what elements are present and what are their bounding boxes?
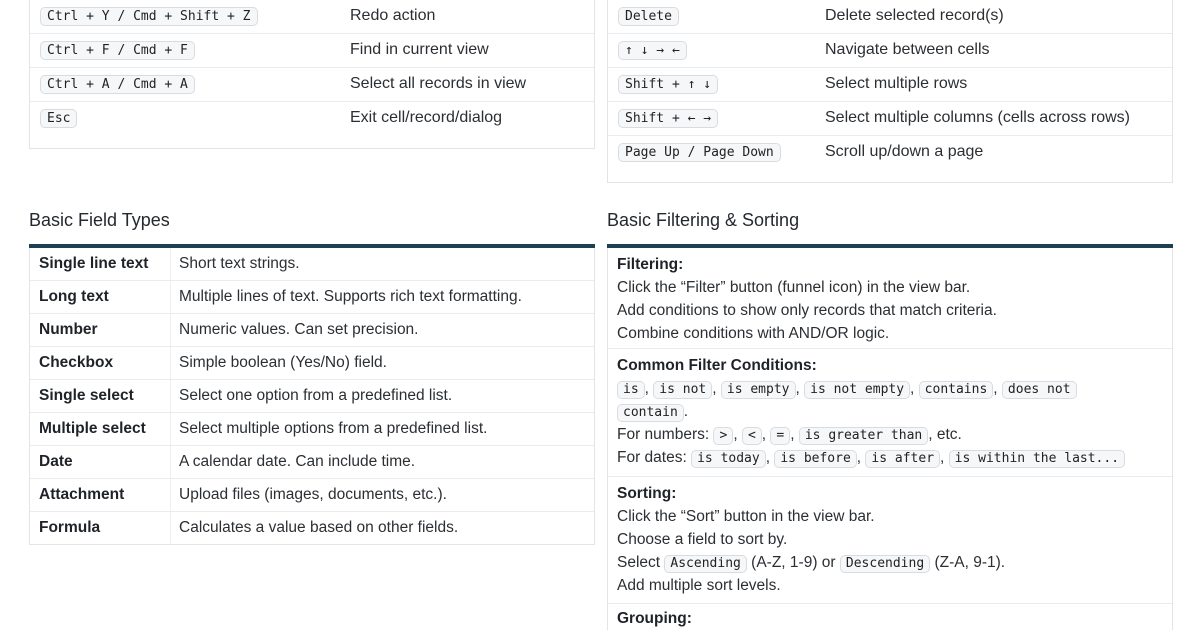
shortcut-key: Delete bbox=[618, 7, 679, 26]
condition-chip: is after bbox=[865, 450, 940, 468]
table-row bbox=[30, 413, 594, 446]
shortcut-description: Select multiple rows bbox=[825, 75, 968, 92]
shortcut-row bbox=[608, 102, 1172, 136]
shortcut-description: Delete selected record(s) bbox=[825, 7, 1004, 24]
shortcut-description: Exit cell/record/dialog bbox=[350, 109, 503, 126]
shortcut-row bbox=[30, 68, 594, 102]
field-type-name: Date bbox=[39, 453, 73, 470]
filtering-heading: Filtering: bbox=[617, 256, 684, 273]
table-row bbox=[30, 248, 594, 281]
sort-descending-chip: Descending bbox=[840, 555, 930, 573]
field-type-description: Simple boolean (Yes/No) field. bbox=[179, 354, 387, 371]
shortcut-row bbox=[30, 34, 594, 68]
field-type-name: Checkbox bbox=[39, 354, 114, 371]
filter-conditions-line: is , is not , is empty , is not empty , contains , does not bbox=[617, 377, 1164, 400]
field-type-description: Short text strings. bbox=[179, 255, 300, 272]
table-row bbox=[30, 512, 594, 545]
field-type-description: Calculates a value based on other fields. bbox=[179, 519, 459, 536]
sorting-line bbox=[617, 551, 1164, 574]
sorting-heading: Sorting: bbox=[617, 485, 677, 502]
shortcut-row bbox=[30, 102, 594, 136]
shortcuts-table-left bbox=[29, 0, 595, 149]
field-type-description: Upload files (images, documents, etc.). bbox=[179, 486, 447, 503]
condition-chip: is not empty bbox=[804, 381, 910, 399]
field-type-name: Multiple select bbox=[39, 420, 146, 437]
sort-ascending-chip: Ascending bbox=[664, 555, 746, 573]
field-type-description: Select one option from a predefined list. bbox=[179, 387, 453, 404]
grouping-section bbox=[617, 607, 1164, 630]
table-row bbox=[30, 380, 594, 413]
shortcut-key: Ctrl + Y / Cmd + Shift + Z bbox=[40, 7, 258, 26]
shortcut-key: Page Up / Page Down bbox=[618, 143, 781, 162]
condition-chip: is not bbox=[653, 381, 712, 399]
sorting-line: Click the “Sort” button in the view bar. bbox=[617, 508, 875, 525]
field-types-heading: Basic Field Types bbox=[29, 210, 170, 230]
grouping-heading: Grouping: bbox=[617, 610, 692, 627]
table-row bbox=[30, 446, 594, 479]
sort-ascending-range: (A-Z, 1-9) or bbox=[751, 554, 836, 571]
condition-chip: = bbox=[770, 427, 790, 445]
condition-chip: is today bbox=[691, 450, 766, 468]
shortcut-description: Redo action bbox=[350, 7, 436, 24]
table-row bbox=[30, 314, 594, 347]
shortcut-description: Navigate between cells bbox=[825, 41, 990, 58]
filtering-section bbox=[617, 253, 1164, 345]
field-types-table bbox=[29, 248, 595, 545]
shortcut-description: Select multiple columns (cells across rows) bbox=[825, 109, 1130, 126]
field-type-description: A calendar date. Can include time. bbox=[179, 453, 416, 470]
section-divider bbox=[608, 348, 1172, 349]
shortcut-row bbox=[608, 0, 1172, 34]
shortcut-description: Scroll up/down a page bbox=[825, 143, 984, 160]
shortcuts-table-right bbox=[607, 0, 1173, 183]
condition-chip: contain bbox=[617, 404, 684, 422]
field-type-name: Attachment bbox=[39, 486, 125, 503]
field-type-description: Numeric values. Can set precision. bbox=[179, 321, 419, 338]
condition-chip: < bbox=[742, 427, 762, 445]
field-type-name: Formula bbox=[39, 519, 101, 536]
table-row bbox=[30, 479, 594, 512]
condition-chip: is within the last... bbox=[949, 450, 1125, 468]
condition-chip: is bbox=[617, 381, 645, 399]
shortcut-key: Ctrl + A / Cmd + A bbox=[40, 75, 195, 94]
section-divider bbox=[608, 603, 1172, 604]
section-divider bbox=[608, 476, 1172, 477]
sort-select-text: Select bbox=[617, 554, 661, 571]
filter-conditions-line: contain . bbox=[617, 400, 1164, 423]
sorting-section bbox=[617, 482, 1164, 597]
field-type-name: Number bbox=[39, 321, 98, 338]
shortcut-key: Esc bbox=[40, 109, 77, 128]
filtering-sorting-panel bbox=[607, 248, 1173, 630]
sorting-line: Choose a field to sort by. bbox=[617, 531, 788, 548]
condition-chip: does not bbox=[1002, 381, 1077, 399]
field-type-description: Multiple lines of text. Supports rich text formatting. bbox=[179, 288, 522, 305]
condition-chip: contains bbox=[919, 381, 994, 399]
table-row bbox=[30, 281, 594, 314]
filtering-line: Add conditions to show only records that match criteria. bbox=[617, 302, 997, 319]
number-conditions-line: For numbers: > , < , = , is greater than , etc. bbox=[617, 426, 962, 443]
condition-chip: is greater than bbox=[799, 427, 928, 445]
shortcut-key: Ctrl + F / Cmd + F bbox=[40, 41, 195, 60]
date-conditions-line: For dates: is today , is before , is after , is within the last... bbox=[617, 446, 1164, 469]
filtering-sorting-heading: Basic Filtering & Sorting bbox=[607, 210, 800, 230]
dates-label: For dates: bbox=[617, 449, 687, 466]
filter-conditions-heading: Common Filter Conditions: bbox=[617, 357, 817, 374]
filtering-line: Combine conditions with AND/OR logic. bbox=[617, 325, 890, 342]
shortcut-row bbox=[30, 0, 594, 34]
field-type-name: Single select bbox=[39, 387, 134, 404]
shortcut-key: ↑ ↓ → ← bbox=[618, 41, 687, 60]
condition-chip: is before bbox=[774, 450, 856, 468]
field-type-description: Select multiple options from a predefined list. bbox=[179, 420, 488, 437]
shortcut-key: Shift + ↑ ↓ bbox=[618, 75, 718, 94]
numbers-tail: etc. bbox=[936, 426, 962, 443]
table-row bbox=[30, 347, 594, 380]
condition-chip: > bbox=[713, 427, 733, 445]
filter-conditions-section bbox=[617, 354, 1164, 469]
shortcut-description: Select all records in view bbox=[350, 75, 527, 92]
filtering-line: Click the “Filter” button (funnel icon) in the view bar. bbox=[617, 279, 971, 296]
sort-descending-range: (Z-A, 9-1). bbox=[934, 554, 1006, 571]
shortcut-key: Shift + ← → bbox=[618, 109, 718, 128]
condition-chip: is empty bbox=[721, 381, 796, 399]
numbers-label: For numbers: bbox=[617, 426, 710, 443]
shortcut-description: Find in current view bbox=[350, 41, 489, 58]
sorting-line: Add multiple sort levels. bbox=[617, 577, 781, 594]
field-type-name: Single line text bbox=[39, 255, 149, 272]
shortcut-row bbox=[608, 68, 1172, 102]
shortcut-row bbox=[608, 34, 1172, 68]
field-type-name: Long text bbox=[39, 288, 109, 305]
shortcut-row bbox=[608, 136, 1172, 170]
